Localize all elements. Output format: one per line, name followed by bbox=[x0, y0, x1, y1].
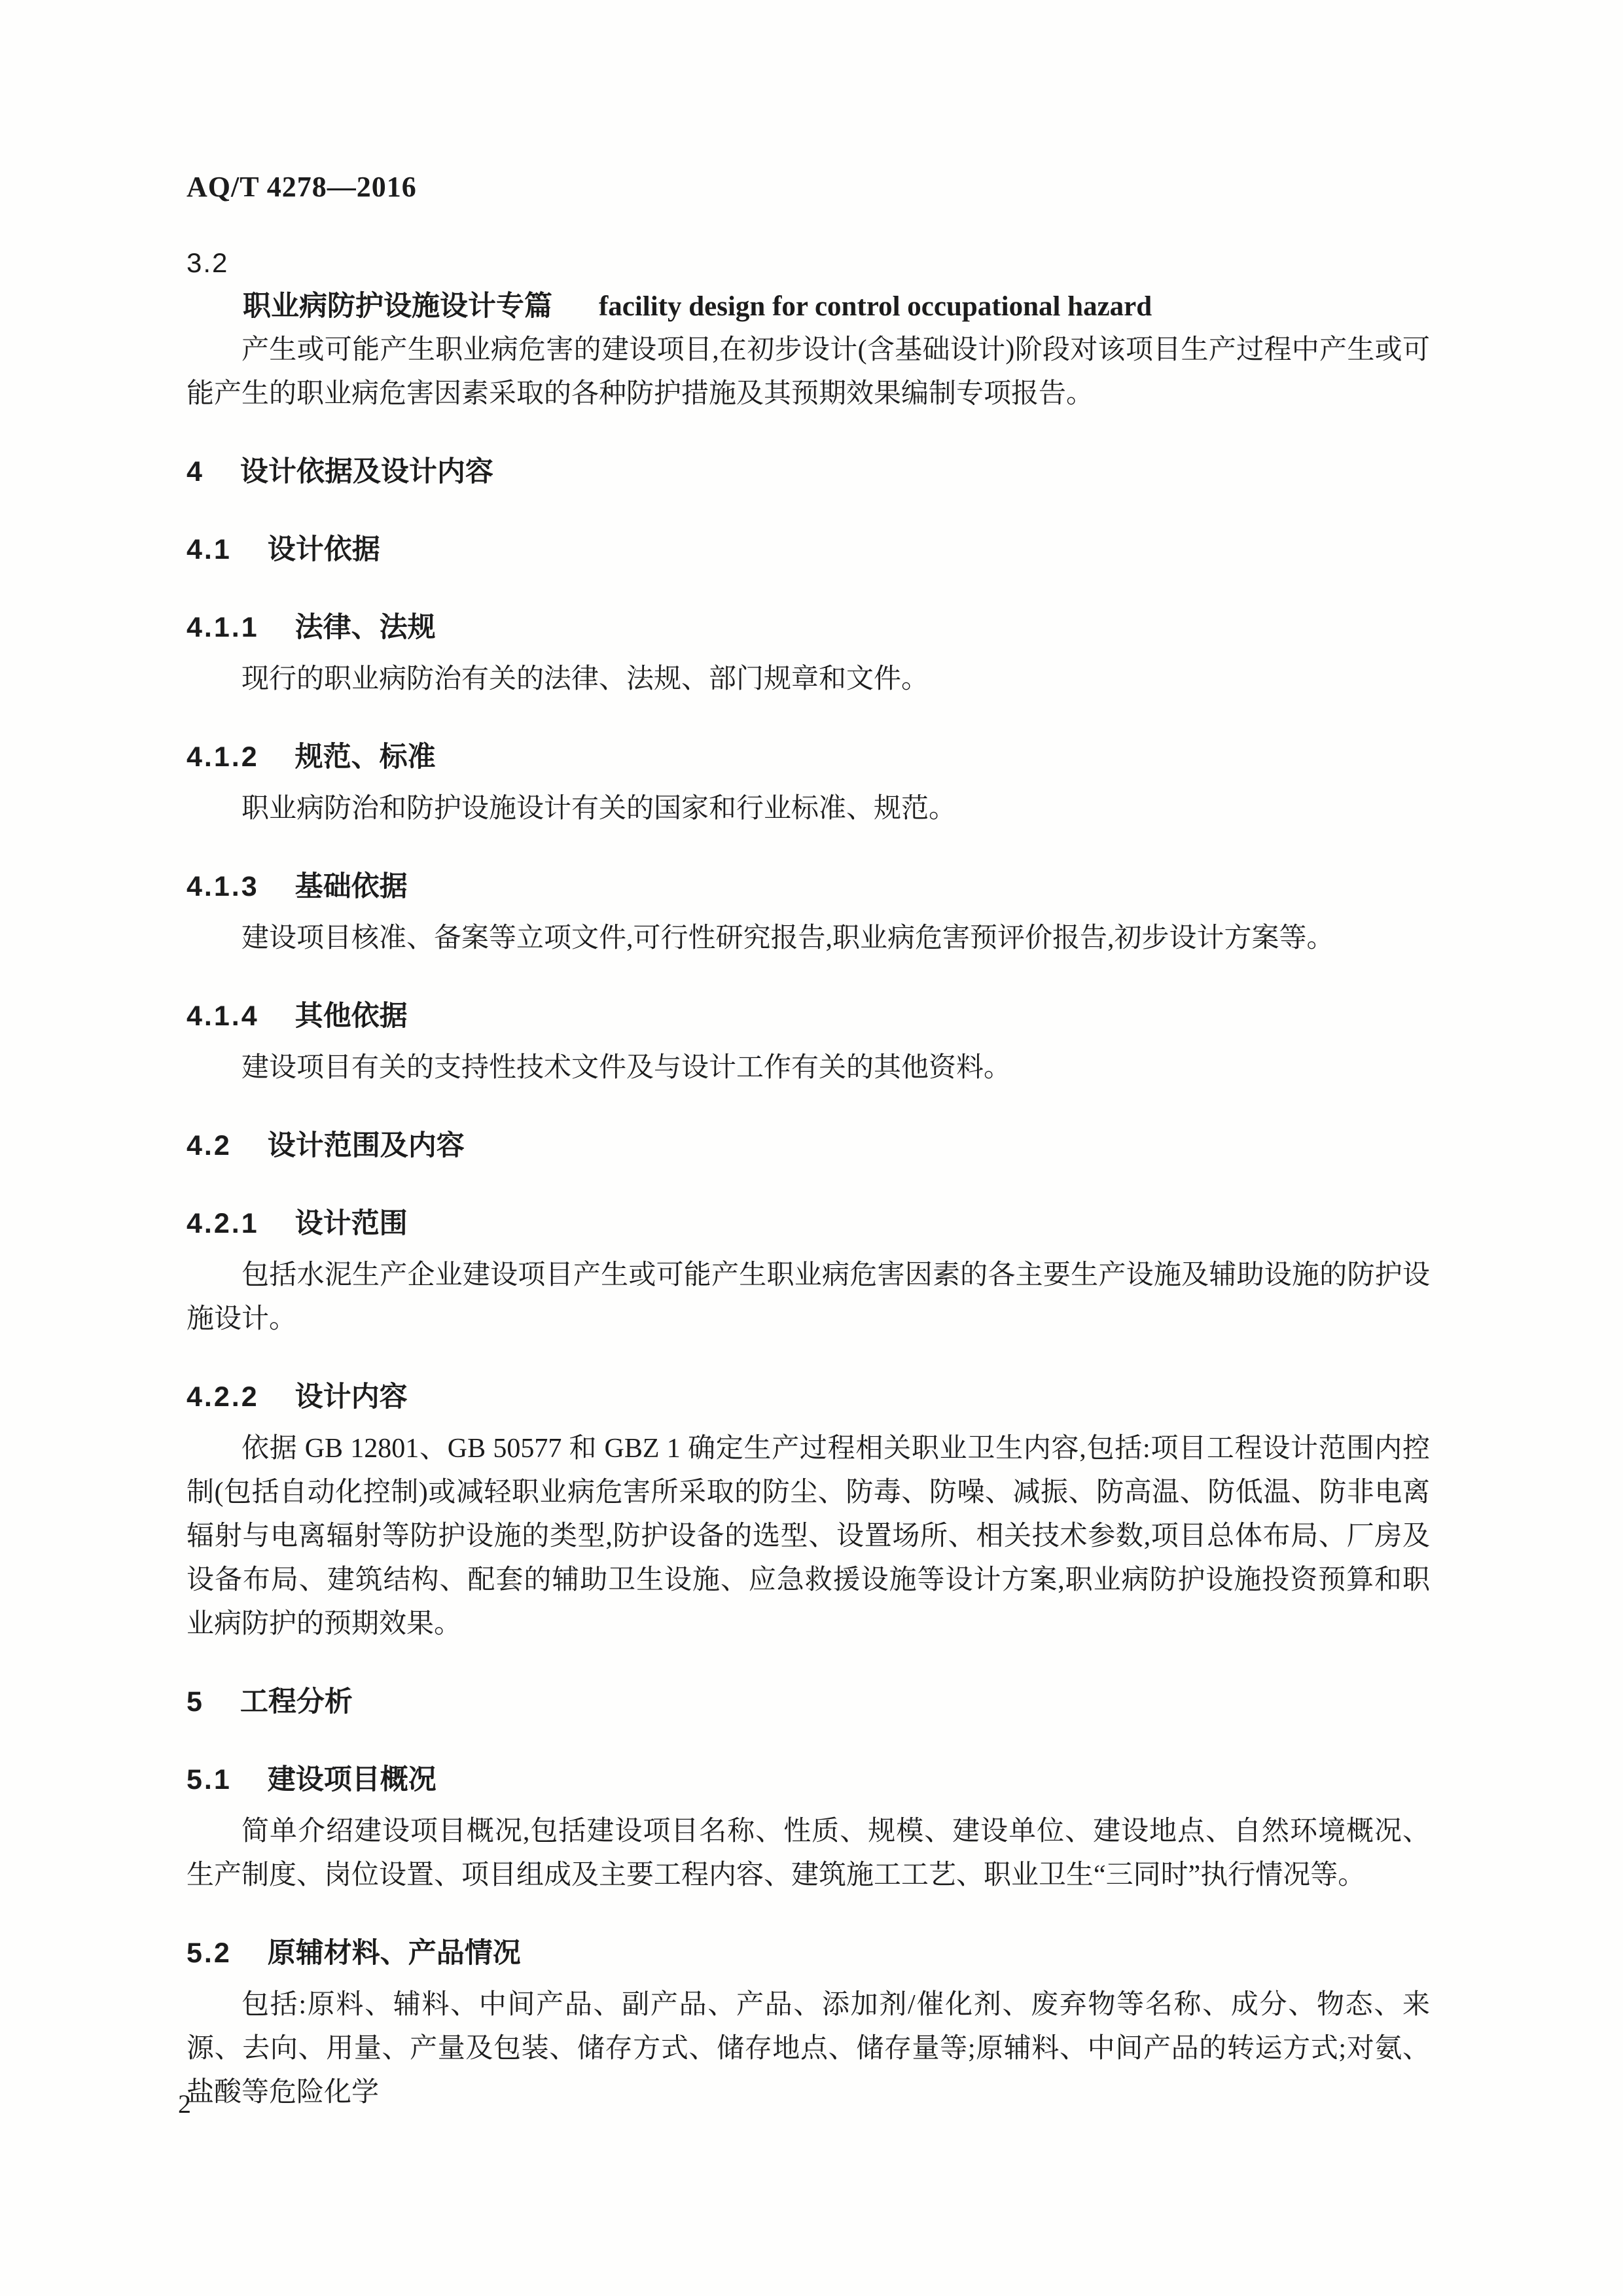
heading-5 bbox=[187, 1680, 1430, 1724]
term-english: facility design for control occupational hazard bbox=[598, 291, 1152, 322]
heading-4-1-3 bbox=[187, 865, 1430, 909]
heading-4-1-title: 设计依据 bbox=[267, 534, 380, 565]
heading-5-2-title: 原辅材料、产品情况 bbox=[267, 1937, 521, 1969]
heading-5-1 bbox=[187, 1758, 1430, 1802]
heading-4-2 bbox=[187, 1124, 1430, 1168]
heading-5-2-number: 5.2 bbox=[187, 1937, 232, 1969]
heading-5-number: 5 bbox=[187, 1686, 204, 1718]
heading-4-2-2-title: 设计内容 bbox=[294, 1381, 408, 1413]
heading-4-1-2 bbox=[187, 735, 1430, 779]
page-number: 2 bbox=[178, 2089, 191, 2119]
term-chinese: 职业病防护设施设计专篇 bbox=[243, 291, 552, 322]
heading-4-1-number: 4.1 bbox=[187, 534, 232, 565]
heading-4-title: 设计依据及设计内容 bbox=[240, 456, 493, 487]
clause-3-2-number: 3.2 bbox=[187, 247, 229, 278]
heading-4-2-2 bbox=[187, 1375, 1430, 1419]
paragraph-5-2: 包括:原料、辅料、中间产品、副产品、产品、添加剂/催化剂、废弃物等名称、成分、物态、来源、去向、用量、产量及包装、储存方式、储存地点、储存量等;原辅料、中间产品的转运方式;对氨、盐酸等危险化学 bbox=[187, 1990, 1430, 2108]
paragraph-4-2-1: 包括水泥生产企业建设项目产生或可能产生职业病危害因素的各主要生产设施及辅助设施的防护设施设计。 bbox=[187, 1260, 1430, 1334]
heading-4-1-3-title: 基础依据 bbox=[294, 871, 408, 902]
heading-4-1-4 bbox=[187, 995, 1430, 1038]
heading-5-title: 工程分析 bbox=[240, 1686, 353, 1718]
paragraph-4-1-1: 现行的职业病防治有关的法律、法规、部门规章和文件。 bbox=[241, 664, 929, 694]
standard-number-header: AQ/T 4278—2016 bbox=[187, 171, 417, 203]
heading-5-2 bbox=[187, 1932, 1430, 1975]
clause-3-2-term bbox=[187, 285, 1430, 328]
heading-4-1-1-title: 法律、法规 bbox=[294, 612, 436, 643]
heading-4 bbox=[187, 450, 1430, 494]
heading-4-2-1-number: 4.2.1 bbox=[187, 1208, 259, 1239]
heading-4-1-1-number: 4.1.1 bbox=[187, 612, 259, 643]
heading-5-1-number: 5.1 bbox=[187, 1764, 232, 1795]
heading-4-2-title: 设计范围及内容 bbox=[267, 1130, 465, 1161]
heading-4-1-2-number: 4.1.2 bbox=[187, 741, 259, 773]
heading-4-1-4-number: 4.1.4 bbox=[187, 1000, 259, 1032]
heading-4-2-1-title: 设计范围 bbox=[294, 1208, 408, 1239]
heading-4-1-4-title: 其他依据 bbox=[294, 1000, 408, 1032]
heading-4-1 bbox=[187, 528, 1430, 572]
clause-3-2-definition: 产生或可能产生职业病危害的建设项目,在初步设计(含基础设计)阶段对该项目生产过程中产生或可能产生的职业病危害因素采取的各种防护措施及其预期效果编制专项报告。 bbox=[187, 335, 1430, 409]
heading-4-2-number: 4.2 bbox=[187, 1130, 232, 1161]
paragraph-4-1-3: 建设项目核准、备案等立项文件,可行性研究报告,职业病危害预评价报告,初步设计方案等。 bbox=[241, 923, 1334, 953]
paragraph-5-1: 简单介绍建设项目概况,包括建设项目名称、性质、规模、建设单位、建设地点、自然环境概况、生产制度、岗位设置、项目组成及主要工程内容、建筑施工工艺、职业卫生“三同时”执行情况等。 bbox=[187, 1816, 1430, 1890]
heading-4-2-2-number: 4.2.2 bbox=[187, 1381, 259, 1413]
heading-4-number: 4 bbox=[187, 456, 204, 487]
heading-5-1-title: 建设项目概况 bbox=[267, 1764, 437, 1795]
paragraph-4-2-2: 依据 GB 12801、GB 50577 和 GBZ 1 确定生产过程相关职业卫生内容,包括:项目工程设计范围内控制(包括自动化控制)或减轻职业病危害所采取的防尘、防毒、防噪、减振、防高温、防低温、防非电离辐射与电离辐射等防护设施的类型,防护设备的选型、设置场所、相关技术参数,项目总体布局、厂房及设备布局、建筑结构、配套的辅助卫生设施、应急救援设施等设计方案,职业病防护设施投资预算和职业病防护的预期效果。 bbox=[187, 1434, 1430, 1639]
paragraph-4-1-2: 职业病防治和防护设施设计有关的国家和行业标准、规范。 bbox=[241, 794, 957, 824]
heading-4-1-1 bbox=[187, 606, 1430, 650]
heading-4-2-1 bbox=[187, 1202, 1430, 1246]
heading-4-1-3-number: 4.1.3 bbox=[187, 871, 259, 902]
paragraph-4-1-4: 建设项目有关的支持性技术文件及与设计工作有关的其他资料。 bbox=[241, 1053, 1012, 1083]
heading-4-1-2-title: 规范、标准 bbox=[294, 741, 436, 773]
